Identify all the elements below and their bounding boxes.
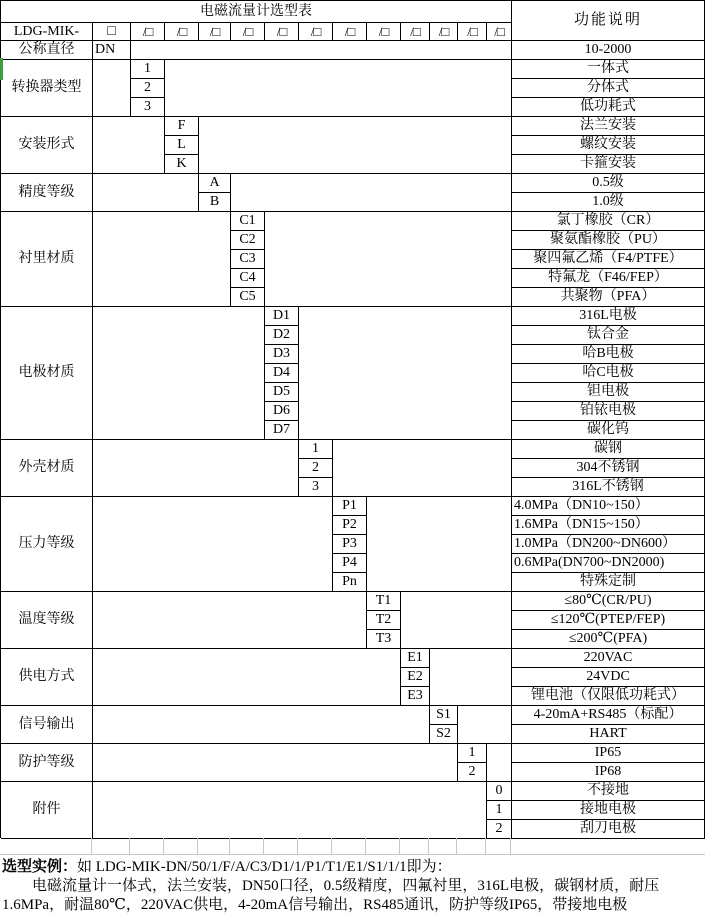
option-code: D3 — [265, 345, 299, 364]
option-desc: ≤80℃(CR/PU) — [512, 592, 705, 611]
option-desc: 24VDC — [512, 668, 705, 687]
option-desc: 钛合金 — [512, 326, 705, 345]
option-desc: 哈B电极 — [512, 345, 705, 364]
green-edge-marker — [0, 58, 3, 80]
option-desc: 0.5级 — [512, 174, 705, 193]
category-label: 安装形式 — [1, 117, 93, 174]
category-label: 外壳材质 — [1, 440, 93, 497]
spacer-left — [93, 744, 458, 782]
option-desc: 4.0MPa（DN10~150） — [512, 497, 705, 516]
option-desc: HART — [512, 725, 705, 744]
category-label: 电极材质 — [1, 307, 93, 440]
ghost-cell — [366, 838, 400, 854]
spreadsheet-ghost-row — [0, 838, 705, 855]
option-desc: 1.6MPa（DN15~150） — [512, 516, 705, 535]
option-code: T3 — [367, 630, 401, 649]
option-desc: ≤200℃(PFA) — [512, 630, 705, 649]
option-code: 2 — [458, 763, 487, 782]
ghost-cell — [198, 838, 230, 854]
option-code: F — [165, 117, 199, 136]
code-slot: /□ — [367, 23, 401, 41]
example-line-2: 电磁流量计一体式，法兰安装，DN50口径，0.5级精度，四氟衬里，316L电极，碳钢材质，耐压 — [32, 878, 660, 894]
option-code: K — [165, 155, 199, 174]
option-code: P1 — [333, 497, 367, 516]
option-desc: 卡箍安装 — [512, 155, 705, 174]
option-desc: 接地电极 — [512, 801, 705, 820]
spacer-right — [199, 117, 512, 174]
category-label: 转换器类型 — [1, 60, 93, 117]
category-label: 精度等级 — [1, 174, 93, 212]
option-code: 2 — [487, 820, 512, 839]
option-code: 2 — [299, 459, 333, 478]
spacer-right — [165, 60, 512, 117]
option-desc: 钽电极 — [512, 383, 705, 402]
option-desc: 刮刀电极 — [512, 820, 705, 839]
code-slot: /□ — [299, 23, 333, 41]
spacer-right — [430, 649, 512, 706]
option-code: 1 — [458, 744, 487, 763]
spacer-left — [93, 782, 487, 839]
code-slot: /□ — [458, 23, 487, 41]
option-code: D5 — [265, 383, 299, 402]
ghost-cell — [264, 838, 298, 854]
ghost-cell — [92, 838, 130, 854]
option-code: 1 — [487, 801, 512, 820]
option-desc: 316L电极 — [512, 307, 705, 326]
option-desc: IP68 — [512, 763, 705, 782]
option-code: L — [165, 136, 199, 155]
option-desc: 低功耗式 — [512, 98, 705, 117]
option-desc: IP65 — [512, 744, 705, 763]
option-desc: 哈C电极 — [512, 364, 705, 383]
option-code: D2 — [265, 326, 299, 345]
option-desc: 分体式 — [512, 79, 705, 98]
option-desc: 氯丁橡胶（CR） — [512, 212, 705, 231]
option-desc: 聚氨酯橡胶（PU） — [512, 231, 705, 250]
option-code: DN — [93, 41, 131, 60]
spacer-left — [93, 307, 265, 440]
option-code: T2 — [367, 611, 401, 630]
code-slot: /□ — [231, 23, 265, 41]
ghost-cell — [457, 838, 486, 854]
category-label: 供电方式 — [1, 649, 93, 706]
option-code: A — [199, 174, 231, 193]
option-code: D6 — [265, 402, 299, 421]
option-code: C3 — [231, 250, 265, 269]
category-label: 信号输出 — [1, 706, 93, 744]
spacer-left — [93, 174, 199, 212]
option-desc: 特氟龙（F46/FEP） — [512, 269, 705, 288]
option-desc: 共聚物（PFA） — [512, 288, 705, 307]
option-code: E3 — [401, 687, 430, 706]
option-desc: 螺纹安装 — [512, 136, 705, 155]
option-code: 1 — [131, 60, 165, 79]
option-code: P4 — [333, 554, 367, 573]
spacer-right — [333, 440, 512, 497]
option-code: C4 — [231, 269, 265, 288]
ghost-cell — [230, 838, 264, 854]
option-code: 3 — [131, 98, 165, 117]
option-desc: 1.0级 — [512, 193, 705, 212]
spacer-left — [93, 212, 231, 307]
option-code: 1 — [299, 440, 333, 459]
option-code: D4 — [265, 364, 299, 383]
option-code: C5 — [231, 288, 265, 307]
option-code: E1 — [401, 649, 430, 668]
option-code: B — [199, 193, 231, 212]
table-title: 电磁流量计选型表 — [1, 1, 512, 23]
option-desc: 4-20mA+RS485（标配） — [512, 706, 705, 725]
option-desc: 316L不锈钢 — [512, 478, 705, 497]
spacer-left — [93, 592, 367, 649]
ghost-cell — [486, 838, 511, 854]
option-desc: 特殊定制 — [512, 573, 705, 592]
option-desc: 碳化钨 — [512, 421, 705, 440]
spacer-right — [487, 744, 512, 782]
example-line-3: 1.6MPa，耐温80℃，220VAC供电，4-20mA信号输出，RS485通讯，防护等级IP65，带接地电极 — [2, 897, 628, 913]
option-code: S1 — [430, 706, 458, 725]
spacer-left — [93, 440, 299, 497]
option-desc: 铂铱电极 — [512, 402, 705, 421]
option-desc: 220VAC — [512, 649, 705, 668]
spacer-left — [93, 706, 430, 744]
selection-example — [0, 855, 705, 916]
category-label: 压力等级 — [1, 497, 93, 592]
category-label: 防护等级 — [1, 744, 93, 782]
code-box-first: □ — [93, 23, 131, 41]
option-code: Pn — [333, 573, 367, 592]
code-slot: /□ — [265, 23, 299, 41]
option-desc: 聚四氟乙烯（F4/PTFE） — [512, 250, 705, 269]
spacer-left — [93, 117, 165, 174]
spacer-right — [265, 212, 512, 307]
option-code: S2 — [430, 725, 458, 744]
option-desc: ≤120℃(PTEP/FEP) — [512, 611, 705, 630]
ghost-cell — [332, 838, 366, 854]
option-code: P3 — [333, 535, 367, 554]
option-desc: 一体式 — [512, 60, 705, 79]
option-desc: 0.6MPa(DN700~DN2000) — [512, 554, 705, 573]
category-label: 公称直径 — [1, 41, 93, 60]
spacer-right — [231, 174, 512, 212]
model-prefix: LDG-MIK- — [1, 23, 93, 41]
option-code: 0 — [487, 782, 512, 801]
example-intro: 如 LDG-MIK-DN/50/1/F/A/C3/D1/1/P1/T1/E1/S1/1/1即为： — [77, 859, 452, 875]
option-desc: 10-2000 — [512, 41, 705, 60]
category-label: 衬里材质 — [1, 212, 93, 307]
option-code: E2 — [401, 668, 430, 687]
option-code: C1 — [231, 212, 265, 231]
code-slot: /□ — [131, 23, 165, 41]
spacer-right — [401, 592, 512, 649]
spacer-left — [93, 60, 131, 117]
ghost-cell — [511, 838, 705, 854]
ghost-cell — [429, 838, 457, 854]
option-desc: 304不锈钢 — [512, 459, 705, 478]
ghost-cell — [298, 838, 332, 854]
spacer-left — [93, 497, 333, 592]
option-desc: 碳钢 — [512, 440, 705, 459]
ghost-cell — [164, 838, 198, 854]
option-code: C2 — [231, 231, 265, 250]
ghost-cell — [130, 838, 164, 854]
function-column-header: 功能说明 — [512, 1, 705, 41]
code-slot: /□ — [199, 23, 231, 41]
code-slot: /□ — [430, 23, 458, 41]
option-code: T1 — [367, 592, 401, 611]
category-label: 温度等级 — [1, 592, 93, 649]
option-code: 3 — [299, 478, 333, 497]
spacer-left — [93, 649, 401, 706]
option-code: D1 — [265, 307, 299, 326]
option-desc: 法兰安装 — [512, 117, 705, 136]
code-slot: /□ — [487, 23, 512, 41]
example-label: 选型实例： — [2, 859, 78, 875]
ghost-cell — [400, 838, 429, 854]
code-slot: /□ — [333, 23, 367, 41]
spacer-right — [367, 497, 512, 592]
spacer-right — [458, 706, 512, 744]
option-code: P2 — [333, 516, 367, 535]
ghost-cell — [0, 838, 92, 854]
option-code: 2 — [131, 79, 165, 98]
option-code: D7 — [265, 421, 299, 440]
code-slot: /□ — [401, 23, 430, 41]
example-line-1 — [2, 858, 703, 877]
category-label: 附件 — [1, 782, 93, 839]
option-desc: 不接地 — [512, 782, 705, 801]
code-slot: /□ — [165, 23, 199, 41]
option-desc: 锂电池（仅限低功耗式） — [512, 687, 705, 706]
spacer-right — [299, 307, 512, 440]
option-desc: 1.0MPa（DN200~DN600） — [512, 535, 705, 554]
spacer-right — [131, 41, 512, 60]
